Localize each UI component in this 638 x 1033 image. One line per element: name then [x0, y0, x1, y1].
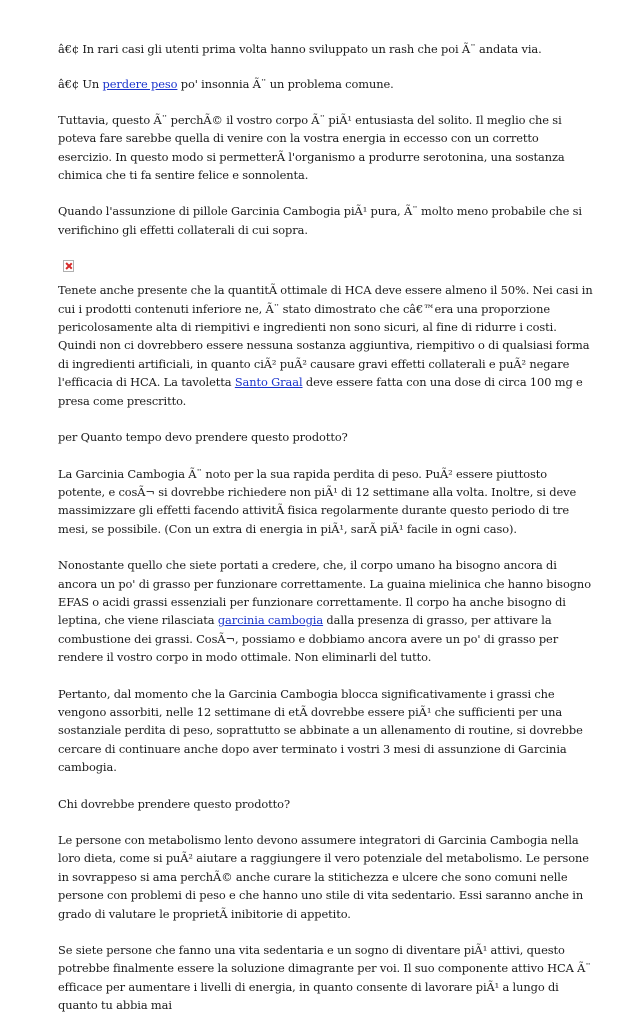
paragraph-weight-loss: La Garcinia Cambogia Ã¨ noto per la sua rapida perdita di peso. PuÃ² essere piuttosto potente, e cosÃ¬ si dovrebbe richiedere non piÃ¹ di 12 settimane alla volta. Inoltre, si deve massimizzare gli effetti facendo attivitÃ fisica regolarmente durante questo periodo di tre mesi, se possibile. (Con un extra di energia in piÃ¹, sarÃ piÃ¹ facile in ogni caso). [58, 466, 577, 536]
bullet-text: po' insonnia Ã¨ un problema comune. [177, 77, 394, 92]
paragraph-text: Tenete anche presente che la quantitÃ ottimale di HCA deve essere almeno il 50%. Nei casi in cui i prodotti contenuti inferiore ne, Ã¨ stato dimostrato che câ€™era una proporzione pericolosamente alta di riempitivi e ingredienti non sono sicuri, al fine di ridurre i costi. Quindi non ci dovrebbero essere nessuna sostanza aggiuntiva, riempitivo o di qualsiasi forma di ingredienti artificiali, in quanto ciÃ² puÃ² causare gravi effetti collaterali e puÃ² negare l'efficacia di HCA. La tavoletta [58, 283, 593, 390]
bullet-prefix: â€¢ [58, 42, 83, 56]
link-garcinia-cambogia[interactable]: garcinia cambogia [217, 613, 324, 628]
paragraph-hca-quantity [58, 281, 594, 410]
paragraph-sedentary: Se siete persone che fanno una vita sedentaria e un sogno di diventare piÃ¹ attivi, questo potrebbe finalmente essere la soluzione dimagrante per voi. Il suo componente attivo HCA Ã¨ efficace per aumentare i livelli di energia, in quanto consente di lavorare piÃ¹ a lungo di quanto tu abbia mai [58, 943, 591, 1013]
paragraph-body-fat [58, 556, 594, 666]
document-page [58, 40, 594, 1033]
paragraph-serotonin: Tuttavia, questo Ã¨ perchÃ© il vostro corpo Ã¨ piÃ¹ entusiasta del solito. Il meglio che si poteva fare sarebbe quella di venire con la vostra energia in eccesso con un corretto esercizio. In questo modo si permetterÃ l'organismo a produrre serotonina, una sostanza chimica che ti fa sentire felice e sonnolenta. [58, 112, 565, 183]
paragraph-pure-pills: Quando l'assunzione di pillole Garcinia Cambogia piÃ¹ pura, Ã¨ molto meno probabile che si verifichino gli effetti collaterali di cui sopra. [58, 204, 582, 237]
paragraph-text-after: dalla presenza di grasso, per attivare la combustione dei grassi. CosÃ¬, possiamo e dobbiamo ancora avere un po' di grasso per rendere il vostro corpo in modo ottimale. Non eliminarli del tutto. [58, 613, 559, 665]
bullet-prefix: â€¢ Un [58, 77, 103, 92]
paragraph-text: Nonostante quello che siete portati a credere, che, il corpo umano ha bisogno ancora di ancora un po' di grasso per funzionare correttamente. La guaina mielinica che hanno bisogno EFAS o acidi grassi essenziali per funzionare correttamente. Il corpo ha anche bisogno di leptina, che viene rilasciata [58, 558, 591, 628]
bullet-text: In rari casi gli utenti prima volta hanno sviluppato un rash che poi Ã¨ andata via. [82, 42, 542, 56]
question-who: Chi dovrebbe prendere questo prodotto? [58, 796, 290, 811]
broken-image-icon [63, 260, 74, 272]
bullet-insomnia [58, 75, 594, 93]
image-row [58, 257, 594, 281]
question-duration: per Quanto tempo devo prendere questo prodotto? [58, 430, 348, 445]
link-perdere-peso[interactable]: perdere peso [102, 77, 178, 92]
paragraph-text-after: deve essere fatta con una dose di circa 100 mg e presa come prescritto. [58, 375, 583, 408]
link-santo-graal[interactable]: Santo Graal [234, 375, 303, 390]
paragraph-slow-metabolism: Le persone con metabolismo lento devono assumere integratori di Garcinia Cambogia nella loro dieta, come si puÃ² aiutare a raggiungere il vero potenziale del metabolismo. Le persone in sovrappeso si ama perchÃ© anche curare la stitichezza e ulcere che sono comuni nelle persone con problemi di peso e che hanno uno stile di vita sedentario. Essi saranno anche in grado di valutare le proprietÃ inibitorie di appetito. [58, 833, 589, 921]
bullet-rash [58, 40, 594, 58]
paragraph-12-weeks: Pertanto, dal momento che la Garcinia Cambogia blocca significativamente i grassi che vengono assorbiti, nelle 12 settimane di etÃ dovrebbe essere piÃ¹ che sufficienti per una sostanziale perdita di peso, soprattutto se abbinate a un allenamento di routine, si dovrebbe cercare di continuare anche dopo aver terminato i vostri 3 mesi di assunzione di Garcinia cambogia. [58, 686, 583, 775]
